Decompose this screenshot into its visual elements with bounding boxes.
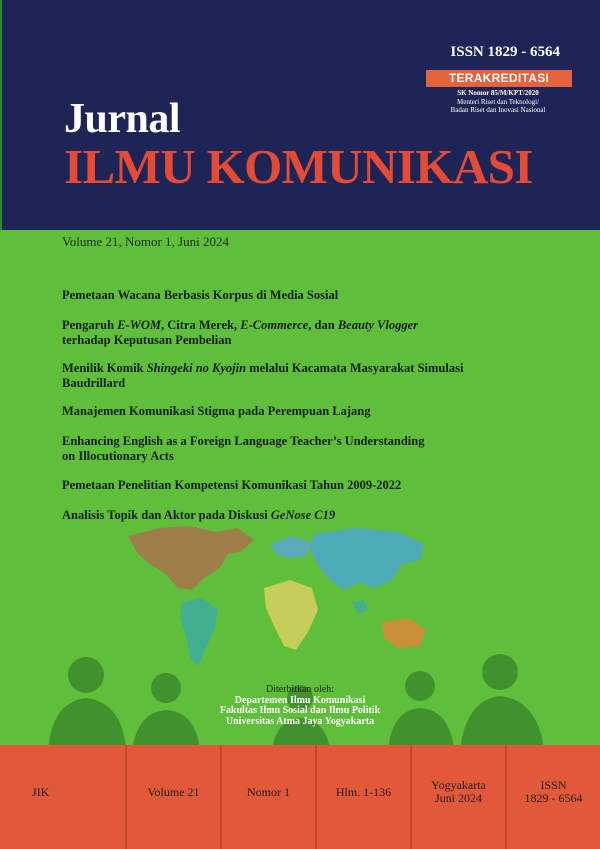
accreditation-badge: TERAKREDITASI xyxy=(426,70,572,87)
publisher-university: Universitas Atma Jaya Yogyakarta xyxy=(225,715,375,727)
article-title: Manajemen Komunikasi Stigma pada Perempuan Lajang xyxy=(62,404,371,418)
volume-info: Volume 21, Nomor 1, Juni 2024 xyxy=(62,234,229,249)
footer-volume xyxy=(127,745,222,849)
publisher-faculty: Fakultas Ilmu Sosial dan Ilmu Politik xyxy=(219,705,381,716)
publisher-department: Departemen Ilmu Komunikasi xyxy=(234,694,366,706)
accreditation-details xyxy=(428,89,568,115)
number-label: Nomor 1 xyxy=(247,784,290,799)
publisher-label: Diterbitkan oleh: xyxy=(265,684,335,695)
article-title: Menilik Komik Shingeki no Kyojin melalui Kacamata Masyarakat Simulasi Baudrillard xyxy=(62,361,464,390)
journal-abbr: JIK xyxy=(32,784,50,799)
volume-label: Volume 21 xyxy=(147,784,200,799)
publisher-block xyxy=(0,685,600,727)
pages-label: Hlm. 1-136 xyxy=(335,784,392,799)
footer-place-date xyxy=(412,745,507,849)
issn-label: ISSN xyxy=(540,778,567,792)
article-title: Pengaruh E-WOM, Citra Merek, E-Commerce, dan Beauty Vlogger terhadap Keputusan Pembelian xyxy=(62,318,419,347)
date-label: Juni 2024 xyxy=(434,791,482,805)
footer-issn xyxy=(507,745,600,849)
article-title: Pemetaan Wacana Berbasis Korpus di Media Sosial xyxy=(62,288,339,302)
article-title: Analisis Topik dan Aktor pada Diskusi GeNose C19 xyxy=(62,508,336,522)
footer-pages xyxy=(317,745,412,849)
issuer-line-2: Badan Riset dan Inovasi Nasional xyxy=(450,106,546,114)
footer-number xyxy=(222,745,317,849)
place-label: Yogyakarta xyxy=(431,778,486,792)
cover-header xyxy=(0,0,600,230)
footer-journal-abbr xyxy=(0,745,127,849)
sk-number: SK Nomor 85/M/KPT/2020 xyxy=(457,89,539,97)
journal-title-jurnal: Jurnal xyxy=(64,96,181,142)
cover-footer xyxy=(0,745,600,849)
issn-value: 1829 - 6564 xyxy=(524,791,583,805)
issn-top: ISSN 1829 - 6564 xyxy=(450,44,560,60)
journal-title-main: ILMU KOMUNIKASI xyxy=(64,139,533,194)
article-title: Enhancing English as a Foreign Language Teacher’s Understanding on Illocutionary Acts xyxy=(62,434,425,463)
issuer-line-1: Menteri Riset dan Teknologi/ xyxy=(456,97,539,106)
article-title: Pemetaan Penelitian Kompetensi Komunikasi Tahun 2009-2022 xyxy=(62,478,402,492)
